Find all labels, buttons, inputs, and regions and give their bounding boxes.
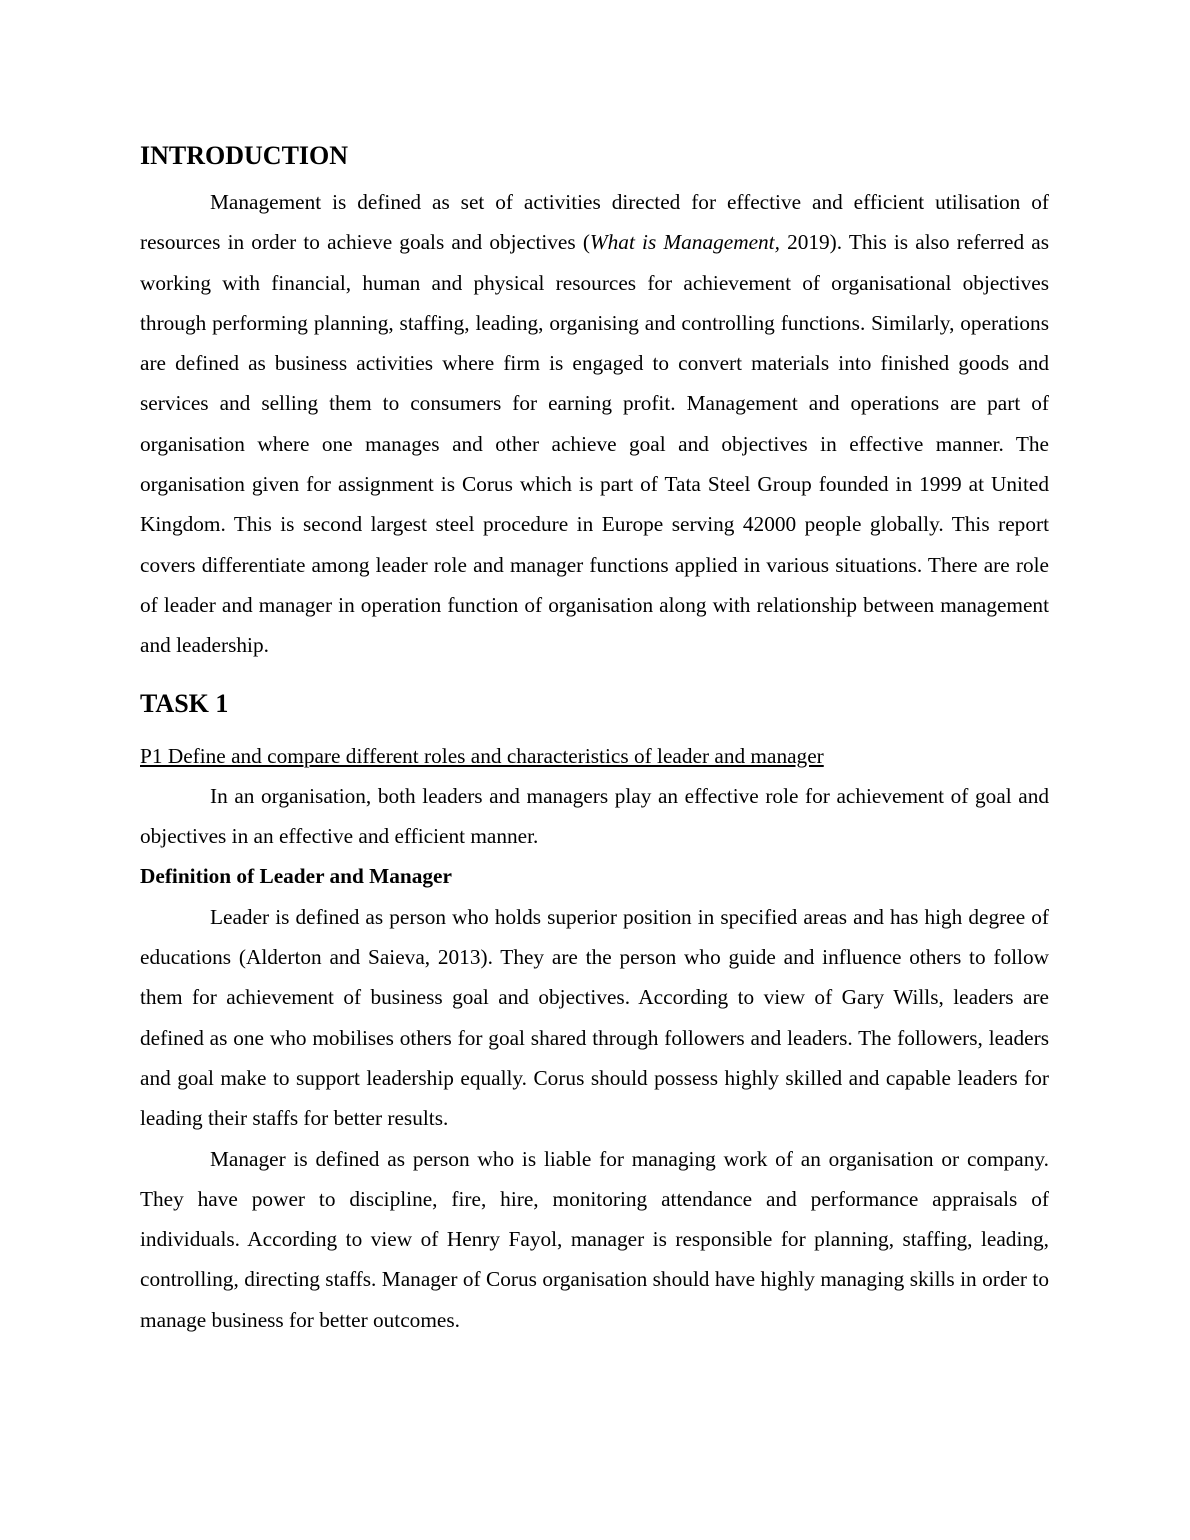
task1-subheading: P1 Define and compare different roles and characteristics of leader and manager (140, 743, 824, 768)
definition-heading: Definition of Leader and Manager (140, 864, 452, 889)
introduction-heading: INTRODUCTION (140, 141, 349, 170)
leader-paragraph: Leader is defined as person who holds superior position in specified areas and has high degree of educations (Alderton and Saieva, 2013). They are the person who guide and influence others to follow them for achievement of business goal and objectives. According to view of Gary Wills, leaders are defined as one who mobilises others for goal shared through followers and leaders. The followers, leaders and goal make to support leadership equally. Corus should possess highly skilled and capable leaders for leading their staffs for better results. (140, 904, 1049, 1131)
task1-intro-paragraph: In an organisation, both leaders and managers play an effective role for achievement of goal and objectives in an effective and efficient manner. (140, 783, 1049, 849)
introduction-text-part1: Management is defined as set of activities directed for effective and efficient utilisation of resources in order to achieve goals and objectives ( (140, 190, 1049, 255)
introduction-text-part2: 2019). This is also referred as working with financial, human and physical resources for achievement of organisational objectives through performing planning, staffing, leading, organising and controlling functions. Similarly, operations are defined as business activities where firm is engaged to convert materials into finished goods and services and selling them to consumers for earning profit. Management and operations are part of organisation where one manages and other achieve goal and objectives in effective manner. The organisation given for assignment is Corus which is part of Tata Steel Group founded in 1999 at United Kingdom. This is second largest steel procedure in Europe serving 42000 people globally. This report covers differentiate among leader role and manager functions applied in various situations. There are role of leader and manager in operation function of organisation along with relationship between management and leadership. (140, 230, 1049, 658)
task1-heading: TASK 1 (140, 688, 229, 718)
document-page (140, 138, 1049, 1340)
introduction-citation: What is Management, (589, 230, 780, 255)
introduction-paragraph (140, 182, 1049, 666)
manager-paragraph: Manager is defined as person who is liable for managing work of an organisation or company. They have power to discipline, fire, hire, monitoring attendance and performance appraisals of individuals. According to view of Henry Fayol, manager is responsible for planning, staffing, leading, controlling, directing staffs. Manager of Corus organisation should have highly managing skills in order to manage business for better outcomes. (140, 1146, 1049, 1332)
